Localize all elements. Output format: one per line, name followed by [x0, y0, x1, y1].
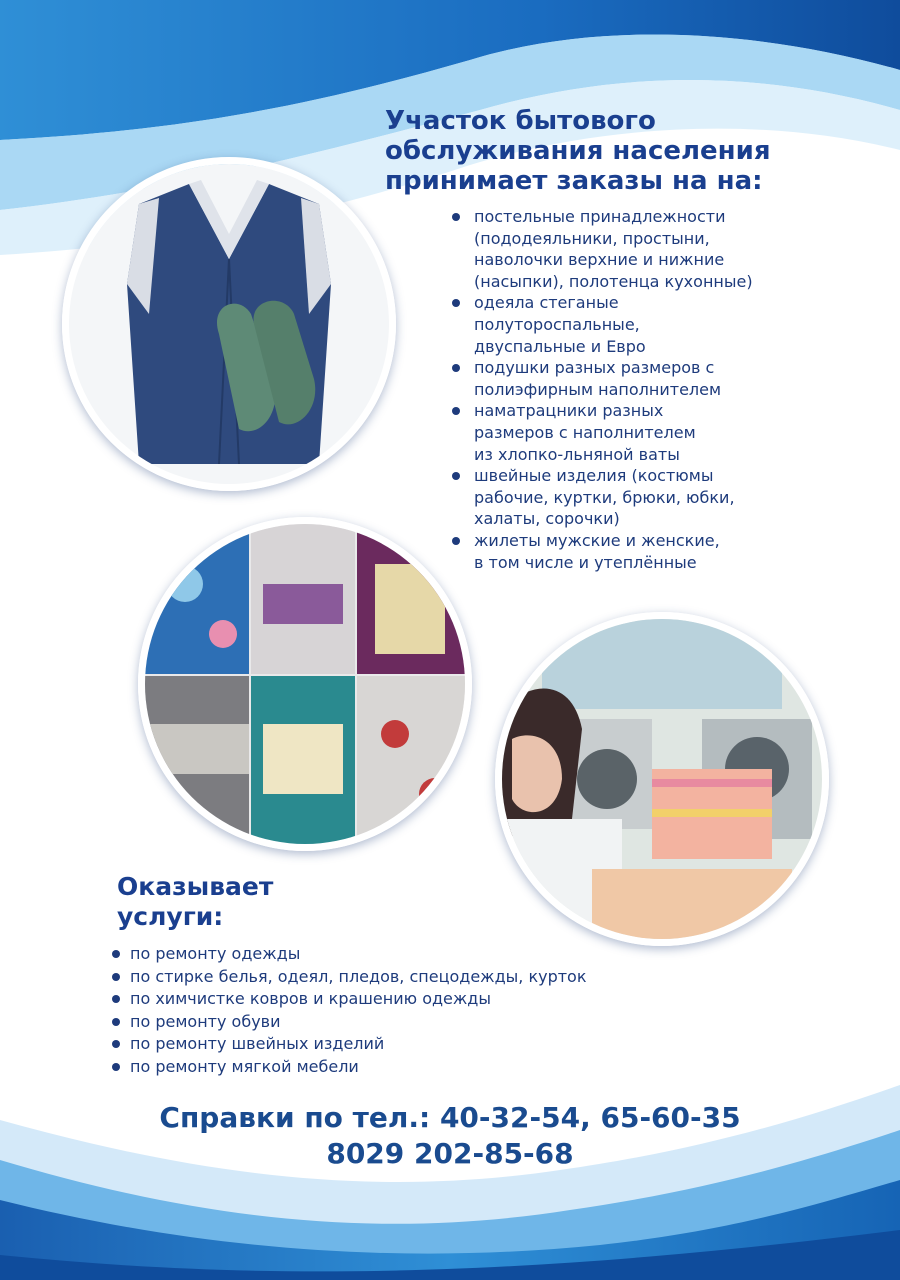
title-line: принимает заказы на на:: [385, 166, 763, 196]
contact-line: Справки по тел.: 40-32-54, 65-60-35: [159, 1101, 741, 1134]
services-list-item: по ремонту мягкой мебели: [112, 1056, 732, 1079]
orders-line: наволочки верхние и нижние: [474, 250, 725, 270]
orders-list-item: [452, 206, 882, 292]
orders-list-item: [452, 465, 882, 530]
services-title-line: Оказывает: [117, 872, 274, 901]
quilts-collage-photo: [138, 517, 472, 851]
orders-line: наматрацники разных: [474, 401, 664, 421]
services-list-item: по стирке белья, одеял, пледов, спецодежды, курток: [112, 966, 732, 989]
services-list-item: по ремонту швейных изделий: [112, 1033, 732, 1056]
title-line: Участок бытового: [385, 106, 656, 136]
orders-list-item: [452, 400, 882, 465]
contact-line: 8029 202-85-68: [326, 1137, 574, 1170]
orders-line: двуспальные и Евро: [474, 336, 646, 356]
orders-list-item: [452, 530, 882, 573]
title-line: обслуживания населения: [385, 136, 771, 166]
orders-line: (насыпки), полотенца кухонные): [474, 271, 753, 291]
contact-phones: [100, 1100, 800, 1172]
orders-line: подушки разных размеров с: [474, 358, 715, 378]
orders-line: в том числе и утеплённые: [474, 552, 697, 572]
orders-line: жилеты мужские и женские,: [474, 530, 720, 550]
orders-line: рабочие, куртки, брюки, юбки,: [474, 487, 735, 507]
services-list-item: по химчистке ковров и крашению одежды: [112, 988, 732, 1011]
services-title-line: услуги:: [117, 902, 224, 931]
orders-line: из хлопко-льняной ваты: [474, 444, 680, 464]
laundry-photo: [495, 612, 829, 946]
orders-line: размеров с наполнителем: [474, 422, 696, 442]
page-title: [385, 106, 865, 196]
orders-list: [452, 206, 882, 573]
services-list: [112, 943, 732, 1078]
services-list-item: по ремонту обуви: [112, 1011, 732, 1034]
orders-line: (пододеяльники, простыни,: [474, 228, 710, 248]
services-title: [117, 872, 273, 932]
orders-list-item: [452, 292, 882, 357]
orders-line: халаты, сорочки): [474, 509, 620, 529]
orders-list-item: [452, 357, 882, 400]
orders-line: полиэфирным наполнителем: [474, 379, 722, 399]
orders-line: одеяла стеганые: [474, 293, 619, 313]
services-list-item: по ремонту одежды: [112, 943, 732, 966]
orders-line: полутороспальные,: [474, 314, 640, 334]
orders-line: швейные изделия (костюмы: [474, 466, 714, 486]
vest-mittens-photo: [62, 157, 396, 491]
orders-line: постельные принадлежности: [474, 207, 726, 226]
